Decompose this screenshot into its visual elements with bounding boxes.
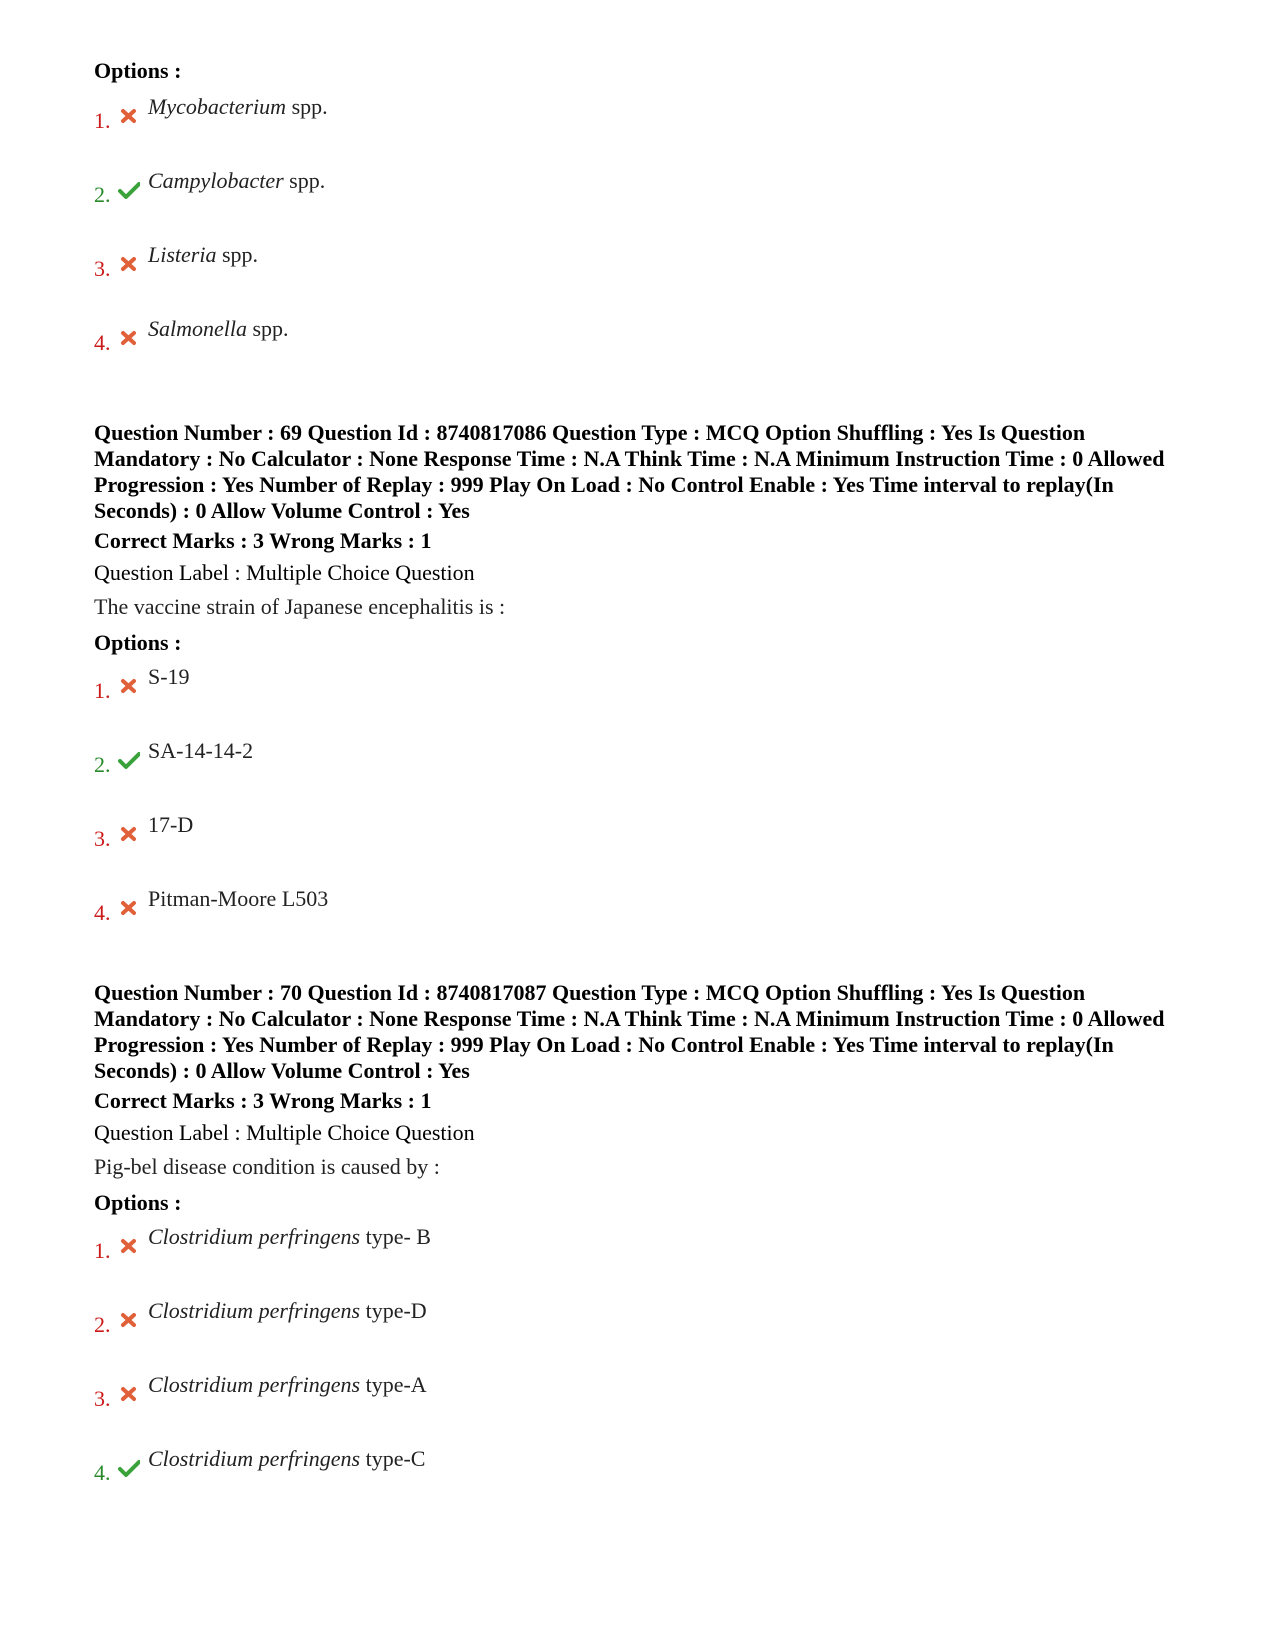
option-text: Pitman-Moore L503 xyxy=(148,886,329,911)
question-marks: Correct Marks : 3 Wrong Marks : 1 xyxy=(94,528,432,553)
options-heading: Options : xyxy=(94,1190,182,1215)
question-text: Pig-bel disease condition is caused by : xyxy=(94,1154,440,1179)
option-number: 3. xyxy=(94,256,111,281)
question-label: Question Label : Multiple Choice Question xyxy=(94,1120,475,1145)
wrong-cross-icon xyxy=(118,327,140,349)
option-text: Mycobacterium spp. xyxy=(148,94,328,119)
option-text: SA-14-14-2 xyxy=(148,738,254,763)
wrong-cross-icon xyxy=(118,253,140,275)
option-number: 1. xyxy=(94,108,111,133)
option-number: 4. xyxy=(94,900,111,925)
option-number: 4. xyxy=(94,1460,111,1485)
wrong-cross-icon xyxy=(118,1383,140,1405)
option-item xyxy=(94,886,1194,960)
option-text: Campylobacter spp. xyxy=(148,168,326,193)
option-item xyxy=(94,168,1194,242)
wrong-cross-icon xyxy=(118,1309,140,1331)
option-item xyxy=(94,1224,1194,1298)
question-block-70 xyxy=(94,980,1194,1520)
option-text: 17-D xyxy=(148,812,194,837)
option-number: 2. xyxy=(94,752,111,777)
option-item xyxy=(94,1298,1194,1372)
wrong-cross-icon xyxy=(118,823,140,845)
question-label: Question Label : Multiple Choice Question xyxy=(94,560,475,585)
option-number: 4. xyxy=(94,330,111,355)
options-heading: Options : xyxy=(94,58,182,83)
option-number: 2. xyxy=(94,182,111,207)
question-header: Question Number : 70 Question Id : 8740817087 Question Type : MCQ Option Shuffling : Yes Is Question Mandatory : No Calculator : None Response Time : N.A Think Time : N.A Minimum Instruction Time : 0 Allowed Progression : Yes Number of Replay : 999 Play On Load : No Control Enable : Yes Time interval to replay(In Seconds) : 0 Allow Volume Control : Yes xyxy=(94,980,1165,1083)
option-text: Clostridium perfringens type-C xyxy=(148,1446,426,1471)
option-number: 1. xyxy=(94,1238,111,1263)
option-number: 3. xyxy=(94,1386,111,1411)
option-text: Clostridium perfringens type-A xyxy=(148,1372,427,1397)
wrong-cross-icon xyxy=(118,105,140,127)
option-text: S-19 xyxy=(148,664,190,689)
option-item xyxy=(94,1446,1194,1520)
question-text: The vaccine strain of Japanese encephalitis is : xyxy=(94,594,506,619)
wrong-cross-icon xyxy=(118,675,140,697)
option-item xyxy=(94,1372,1194,1446)
wrong-cross-icon xyxy=(118,897,140,919)
option-number: 2. xyxy=(94,1312,111,1337)
option-item xyxy=(94,664,1194,738)
question-marks: Correct Marks : 3 Wrong Marks : 1 xyxy=(94,1088,432,1113)
previous-question-options xyxy=(94,58,1194,390)
correct-check-icon xyxy=(118,749,140,771)
question-header: Question Number : 69 Question Id : 8740817086 Question Type : MCQ Option Shuffling : Yes Is Question Mandatory : No Calculator : None Response Time : N.A Think Time : N.A Minimum Instruction Time : 0 Allowed Progression : Yes Number of Replay : 999 Play On Load : No Control Enable : Yes Time interval to replay(In Seconds) : 0 Allow Volume Control : Yes xyxy=(94,420,1165,523)
option-text: Listeria spp. xyxy=(148,242,259,267)
option-item xyxy=(94,316,1194,390)
option-item xyxy=(94,738,1194,812)
option-text: Clostridium perfringens type- B xyxy=(148,1224,431,1249)
option-item xyxy=(94,812,1194,886)
option-item xyxy=(94,242,1194,316)
question-block-69 xyxy=(94,420,1194,960)
option-text: Salmonella spp. xyxy=(148,316,289,341)
option-number: 3. xyxy=(94,826,111,851)
correct-check-icon xyxy=(118,1457,140,1479)
option-item xyxy=(94,94,1194,168)
option-number: 1. xyxy=(94,678,111,703)
wrong-cross-icon xyxy=(118,1235,140,1257)
correct-check-icon xyxy=(118,179,140,201)
option-text: Clostridium perfringens type-D xyxy=(148,1298,427,1323)
options-heading: Options : xyxy=(94,630,182,655)
